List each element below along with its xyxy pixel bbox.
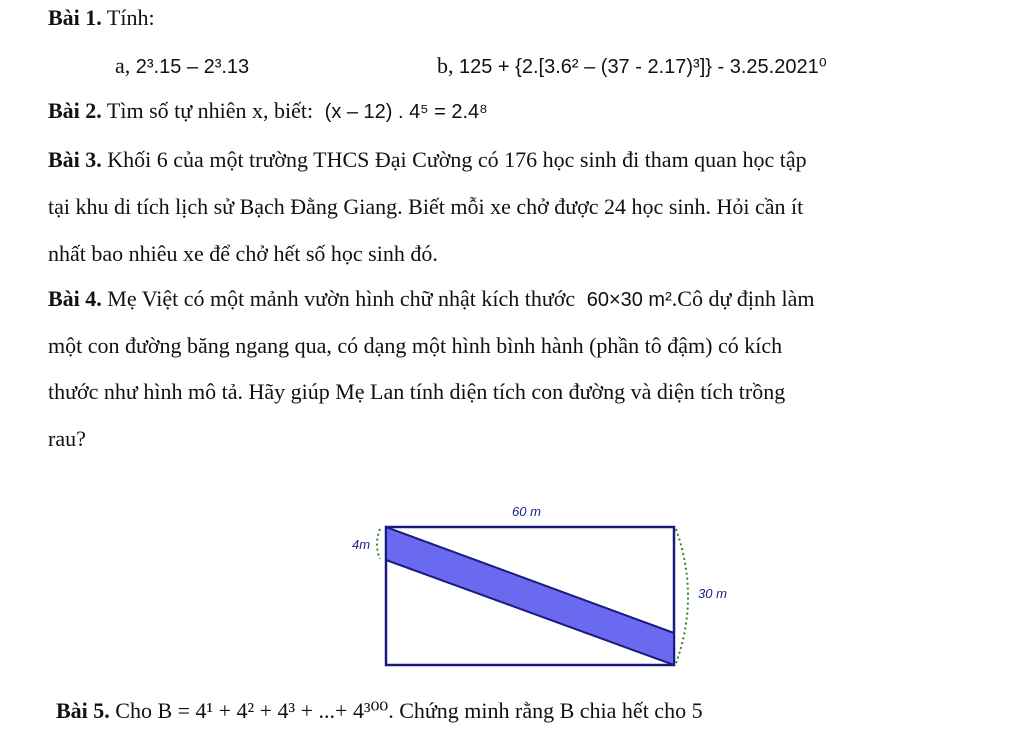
road-width-bracket <box>377 529 380 559</box>
bai3-line-1 <box>48 146 807 174</box>
label-width: 60 m <box>512 504 541 519</box>
bai4-line-3: thước như hình mô tả. Hãy giúp Mẹ Lan tính diện tích con đường và diện tích trồng <box>48 379 786 404</box>
garden-diagram <box>340 500 760 680</box>
bai2-label: Bài 2. <box>48 98 102 123</box>
garden-figure <box>340 500 760 680</box>
bai4-line-2: một con đường băng ngang qua, có dạng một hình bình hành (phần tô đậm) có kích <box>48 333 783 358</box>
bai1-b-label: b, <box>437 53 454 78</box>
bai2-paragraph <box>48 97 488 126</box>
bai1-text: Tính: <box>106 5 155 30</box>
bai4-label: Bài 4. <box>48 286 102 311</box>
bai5-paragraph <box>56 697 703 725</box>
bai1-heading <box>48 4 155 32</box>
bai3-text-1: Khối 6 của một trường THCS Đại Cường có 176 học sinh đi tham quan học tập <box>107 147 807 172</box>
label-height: 30 m <box>698 586 727 601</box>
bai4-text-1a: Mẹ Việt có một mảnh vườn hình chữ nhật kích thước <box>107 286 576 311</box>
bai1-a-label: a, <box>115 53 131 78</box>
bai4-line-4: rau? <box>48 426 86 451</box>
bai4-size-expression: 60×30 m² <box>586 289 672 311</box>
bai1-part-b <box>437 52 827 81</box>
height-bracket <box>676 529 688 663</box>
bai1-label: Bài 1. <box>48 5 102 30</box>
bai5-label: Bài 5. <box>56 698 110 723</box>
bai3-line-3: nhất bao nhiêu xe để chở hết số học sinh đó. <box>48 241 438 266</box>
bai1-b-expression: 125 + {2.[3.6² – (37 - 2.17)³]} - 3.25.2021⁰ <box>459 56 827 78</box>
bai1-a-expression: 2³.15 – 2³.13 <box>135 56 250 78</box>
bai5-text-b: . Chứng minh rằng B chia hết cho 5 <box>388 698 703 723</box>
bai3-line-2: tại khu di tích lịch sử Bạch Đằng Giang. Biết mỗi xe chở được 24 học sinh. Hỏi cần ít <box>48 194 804 219</box>
bai2-expression: (x – 12) . 4⁵ = 2.4⁸ <box>324 101 488 123</box>
label-road-width: 4m <box>352 537 371 552</box>
bai1-part-a <box>115 52 249 81</box>
bai2-text: Tìm số tự nhiên x, biết: <box>106 98 314 123</box>
bai3-label: Bài 3. <box>48 147 102 172</box>
bai4-text-1b: .Cô dự định làm <box>671 286 815 311</box>
bai5-text-a: Cho B = 4¹ + 4² + 4³ + ...+ 4³⁰⁰ <box>115 698 389 723</box>
bai4-line-1 <box>48 285 814 314</box>
